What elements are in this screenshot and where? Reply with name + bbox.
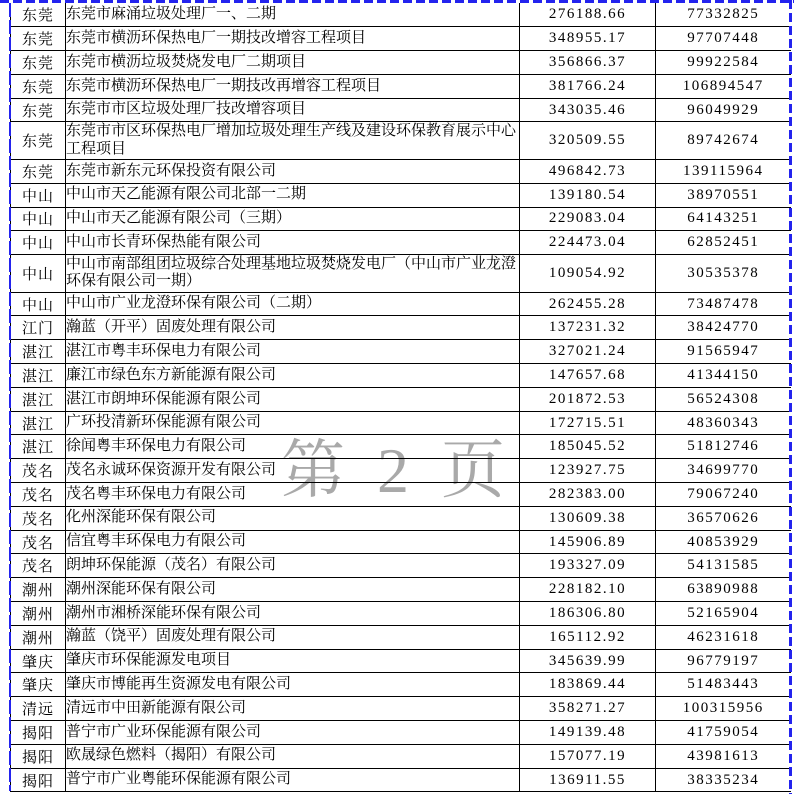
cell-value1[interactable]: 186306.80 xyxy=(520,602,656,626)
cell-project[interactable]: 茂名永诚环保资源开发有限公司 xyxy=(66,459,520,483)
table-row xyxy=(11,207,791,231)
table-row xyxy=(11,530,791,554)
table-row xyxy=(11,159,791,183)
cell-value2[interactable]: 51812746 xyxy=(656,435,791,459)
cell-value2[interactable]: 38335234 xyxy=(656,768,791,792)
cell-value1[interactable]: 262455.28 xyxy=(520,292,656,316)
table-row xyxy=(11,316,791,340)
cell-value1[interactable]: 201872.53 xyxy=(520,387,656,411)
table-row xyxy=(11,435,791,459)
cell-city[interactable]: 江门 xyxy=(11,316,66,340)
cell-value2[interactable]: 38424770 xyxy=(656,316,791,340)
table-container xyxy=(10,3,791,792)
cell-city[interactable]: 东莞 xyxy=(11,98,66,122)
cell-project[interactable]: 欧晟绿色燃料（揭阳）有限公司 xyxy=(66,744,520,768)
table-row xyxy=(11,744,791,768)
cell-project[interactable]: 东莞市横沥环保热电厂一期技改增容工程项目 xyxy=(66,27,520,51)
cell-value1[interactable]: 183869.44 xyxy=(520,673,656,697)
cell-value1[interactable]: 229083.04 xyxy=(520,207,656,231)
cell-city[interactable]: 湛江 xyxy=(11,411,66,435)
page-number-watermark: 第 2 页 xyxy=(281,435,511,506)
table-row xyxy=(11,231,791,255)
cell-city[interactable]: 茂名 xyxy=(11,554,66,578)
table-row xyxy=(11,183,791,207)
cell-city[interactable]: 茂名 xyxy=(11,530,66,554)
table-row xyxy=(11,387,791,411)
cell-value2[interactable]: 100315956 xyxy=(656,697,791,721)
cell-city[interactable]: 清远 xyxy=(11,697,66,721)
table-row xyxy=(11,768,791,792)
cell-value2[interactable]: 96779197 xyxy=(656,649,791,673)
cell-value2[interactable]: 96049929 xyxy=(656,98,791,122)
cell-project[interactable]: 肇庆市环保能源发电项目 xyxy=(66,649,520,673)
table-row xyxy=(11,98,791,122)
cell-value1[interactable]: 282383.00 xyxy=(520,483,656,507)
cell-value2[interactable]: 38970551 xyxy=(656,183,791,207)
cell-city[interactable]: 茂名 xyxy=(11,459,66,483)
cell-city[interactable]: 湛江 xyxy=(11,435,66,459)
cell-value2[interactable]: 63890988 xyxy=(656,578,791,602)
cell-value1[interactable]: 157077.19 xyxy=(520,744,656,768)
cell-project[interactable]: 普宁市广业粤能环保能源有限公司 xyxy=(66,768,520,792)
cell-city[interactable]: 揭阳 xyxy=(11,744,66,768)
cell-value1[interactable]: 224473.04 xyxy=(520,231,656,255)
cell-value1[interactable]: 343035.46 xyxy=(520,98,656,122)
cell-value2[interactable]: 48360343 xyxy=(656,411,791,435)
cell-city[interactable]: 中山 xyxy=(11,292,66,316)
cell-value2[interactable]: 139115964 xyxy=(656,159,791,183)
cell-city[interactable]: 茂名 xyxy=(11,483,66,507)
cell-project[interactable]: 普宁市广业环保能源有限公司 xyxy=(66,721,520,745)
cell-city[interactable]: 潮州 xyxy=(11,602,66,626)
table-row xyxy=(11,255,791,293)
cell-value2[interactable]: 34699770 xyxy=(656,459,791,483)
cell-project[interactable]: 廉江市绿色东方新能源有限公司 xyxy=(66,364,520,388)
cell-city[interactable]: 中山 xyxy=(11,207,66,231)
cell-value1[interactable]: 193327.09 xyxy=(520,554,656,578)
cell-city[interactable]: 肇庆 xyxy=(11,649,66,673)
cell-project[interactable]: 东莞市市区环保热电厂增加垃圾处理生产线及建设环保教育展示中心工程项目 xyxy=(66,122,520,160)
cell-project[interactable]: 中山市天乙能源有限公司（三期） xyxy=(66,207,520,231)
cell-value1[interactable]: 145906.89 xyxy=(520,530,656,554)
table-row xyxy=(11,506,791,530)
cell-value2[interactable]: 41759054 xyxy=(656,721,791,745)
table-row xyxy=(11,411,791,435)
cell-value2[interactable]: 64143251 xyxy=(656,207,791,231)
cell-project[interactable]: 东莞市新东元环保投资有限公司 xyxy=(66,159,520,183)
table-row xyxy=(11,364,791,388)
cell-city[interactable]: 东莞 xyxy=(11,159,66,183)
cell-value1[interactable]: 165112.92 xyxy=(520,625,656,649)
table-row xyxy=(11,74,791,98)
cell-value2[interactable]: 97707448 xyxy=(656,27,791,51)
table-row xyxy=(11,697,791,721)
cell-value2[interactable]: 30535378 xyxy=(656,255,791,293)
cell-value2[interactable]: 43981613 xyxy=(656,744,791,768)
table-row xyxy=(11,673,791,697)
cell-value2[interactable]: 52165904 xyxy=(656,602,791,626)
table-row xyxy=(11,649,791,673)
cell-value1[interactable]: 123927.75 xyxy=(520,459,656,483)
cell-value2[interactable]: 89742674 xyxy=(656,122,791,160)
cell-city[interactable]: 东莞 xyxy=(11,3,66,27)
cell-project[interactable]: 中山市广业龙澄环保有限公司（二期） xyxy=(66,292,520,316)
cell-value1[interactable]: 358271.27 xyxy=(520,697,656,721)
cell-project[interactable]: 湛江市粤丰环保电力有限公司 xyxy=(66,340,520,364)
cell-city[interactable]: 揭阳 xyxy=(11,721,66,745)
cell-value1[interactable]: 356866.37 xyxy=(520,51,656,75)
cell-project[interactable]: 潮州市湘桥深能环保有限公司 xyxy=(66,602,520,626)
cell-project[interactable]: 中山市天乙能源有限公司北部一二期 xyxy=(66,183,520,207)
cell-project[interactable]: 东莞市麻涌垃圾处理厂一、二期 xyxy=(66,3,520,27)
cell-value1[interactable]: 137231.32 xyxy=(520,316,656,340)
table-row xyxy=(11,122,791,160)
table-row xyxy=(11,459,791,483)
cell-value1[interactable]: 348955.17 xyxy=(520,27,656,51)
cell-value2[interactable]: 91565947 xyxy=(656,340,791,364)
cell-value1[interactable]: 276188.66 xyxy=(520,3,656,27)
cell-city[interactable]: 湛江 xyxy=(11,340,66,364)
cell-project[interactable]: 茂名粤丰环保电力有限公司 xyxy=(66,483,520,507)
table-row xyxy=(11,483,791,507)
cell-value2[interactable]: 56524308 xyxy=(656,387,791,411)
table-row xyxy=(11,721,791,745)
cell-project[interactable]: 广环投清新环保能源有限公司 xyxy=(66,411,520,435)
cell-project[interactable]: 东莞市市区垃圾处理厂技改增容项目 xyxy=(66,98,520,122)
cell-project[interactable]: 中山市长青环保热能有限公司 xyxy=(66,231,520,255)
cell-value1[interactable]: 147657.68 xyxy=(520,364,656,388)
cell-project[interactable]: 化州深能环保有限公司 xyxy=(66,506,520,530)
table-row xyxy=(11,3,791,27)
cell-project[interactable]: 瀚蓝（饶平）固废处理有限公司 xyxy=(66,625,520,649)
cell-value1[interactable]: 109054.92 xyxy=(520,255,656,293)
cell-value2[interactable]: 99922584 xyxy=(656,51,791,75)
cell-value2[interactable]: 79067240 xyxy=(656,483,791,507)
cell-city[interactable]: 湛江 xyxy=(11,364,66,388)
cell-project[interactable]: 中山市南部组团垃圾综合处理基地垃圾焚烧发电厂（中山市广业龙澄环保有限公司一期） xyxy=(66,255,520,293)
cell-project[interactable]: 肇庆市博能再生资源发电有限公司 xyxy=(66,673,520,697)
cell-project[interactable]: 瀚蓝（开平）固废处理有限公司 xyxy=(66,316,520,340)
cell-value2[interactable]: 41344150 xyxy=(656,364,791,388)
cell-value2[interactable]: 77332825 xyxy=(656,3,791,27)
cell-value2[interactable]: 36570626 xyxy=(656,506,791,530)
table-row xyxy=(11,554,791,578)
cell-city[interactable]: 东莞 xyxy=(11,51,66,75)
cell-project[interactable]: 清远市中田新能源有限公司 xyxy=(66,697,520,721)
cell-value2[interactable]: 62852451 xyxy=(656,231,791,255)
cell-value1[interactable]: 320509.55 xyxy=(520,122,656,160)
table-row xyxy=(11,292,791,316)
cell-value1[interactable]: 136911.55 xyxy=(520,768,656,792)
cell-value1[interactable]: 139180.54 xyxy=(520,183,656,207)
cell-city[interactable]: 潮州 xyxy=(11,625,66,649)
cell-city[interactable]: 东莞 xyxy=(11,122,66,160)
cell-value2[interactable]: 54131585 xyxy=(656,554,791,578)
table-row xyxy=(11,578,791,602)
table-row xyxy=(11,602,791,626)
cell-value1[interactable]: 381766.24 xyxy=(520,74,656,98)
cell-city[interactable]: 东莞 xyxy=(11,27,66,51)
cell-value2[interactable]: 51483443 xyxy=(656,673,791,697)
cell-city[interactable]: 肇庆 xyxy=(11,673,66,697)
cell-project[interactable]: 潮州深能环保有限公司 xyxy=(66,578,520,602)
cell-value1[interactable]: 345639.99 xyxy=(520,649,656,673)
table-row xyxy=(11,27,791,51)
cell-city[interactable]: 揭阳 xyxy=(11,768,66,792)
cell-city[interactable]: 茂名 xyxy=(11,506,66,530)
cell-project[interactable]: 湛江市朗坤环保能源有限公司 xyxy=(66,387,520,411)
waste-plant-table xyxy=(10,3,791,792)
cell-value2[interactable]: 46231618 xyxy=(656,625,791,649)
cell-city[interactable]: 潮州 xyxy=(11,578,66,602)
cell-city[interactable]: 中山 xyxy=(11,183,66,207)
cell-project[interactable]: 徐闻粤丰环保电力有限公司 xyxy=(66,435,520,459)
cell-value1[interactable]: 496842.73 xyxy=(520,159,656,183)
cell-value1[interactable]: 172715.51 xyxy=(520,411,656,435)
table-row xyxy=(11,340,791,364)
cell-city[interactable]: 中山 xyxy=(11,255,66,293)
waste-plant-table-body xyxy=(11,3,791,792)
cell-value2[interactable]: 73487478 xyxy=(656,292,791,316)
cell-value1[interactable]: 327021.24 xyxy=(520,340,656,364)
cell-project[interactable]: 信宜粤丰环保电力有限公司 xyxy=(66,530,520,554)
table-row xyxy=(11,51,791,75)
cell-city[interactable]: 东莞 xyxy=(11,74,66,98)
cell-value2[interactable]: 40853929 xyxy=(656,530,791,554)
cell-project[interactable]: 东莞市横沥垃圾焚烧发电厂二期项目 xyxy=(66,51,520,75)
cell-city[interactable]: 湛江 xyxy=(11,387,66,411)
table-row xyxy=(11,625,791,649)
cell-value1[interactable]: 228182.10 xyxy=(520,578,656,602)
cell-project[interactable]: 朗坤环保能源（茂名）有限公司 xyxy=(66,554,520,578)
cell-city[interactable]: 中山 xyxy=(11,231,66,255)
cell-value1[interactable]: 130609.38 xyxy=(520,506,656,530)
cell-value1[interactable]: 149139.48 xyxy=(520,721,656,745)
cell-value2[interactable]: 106894547 xyxy=(656,74,791,98)
cell-project[interactable]: 东莞市横沥环保热电厂一期技改再增容工程项目 xyxy=(66,74,520,98)
cell-value1[interactable]: 185045.52 xyxy=(520,435,656,459)
